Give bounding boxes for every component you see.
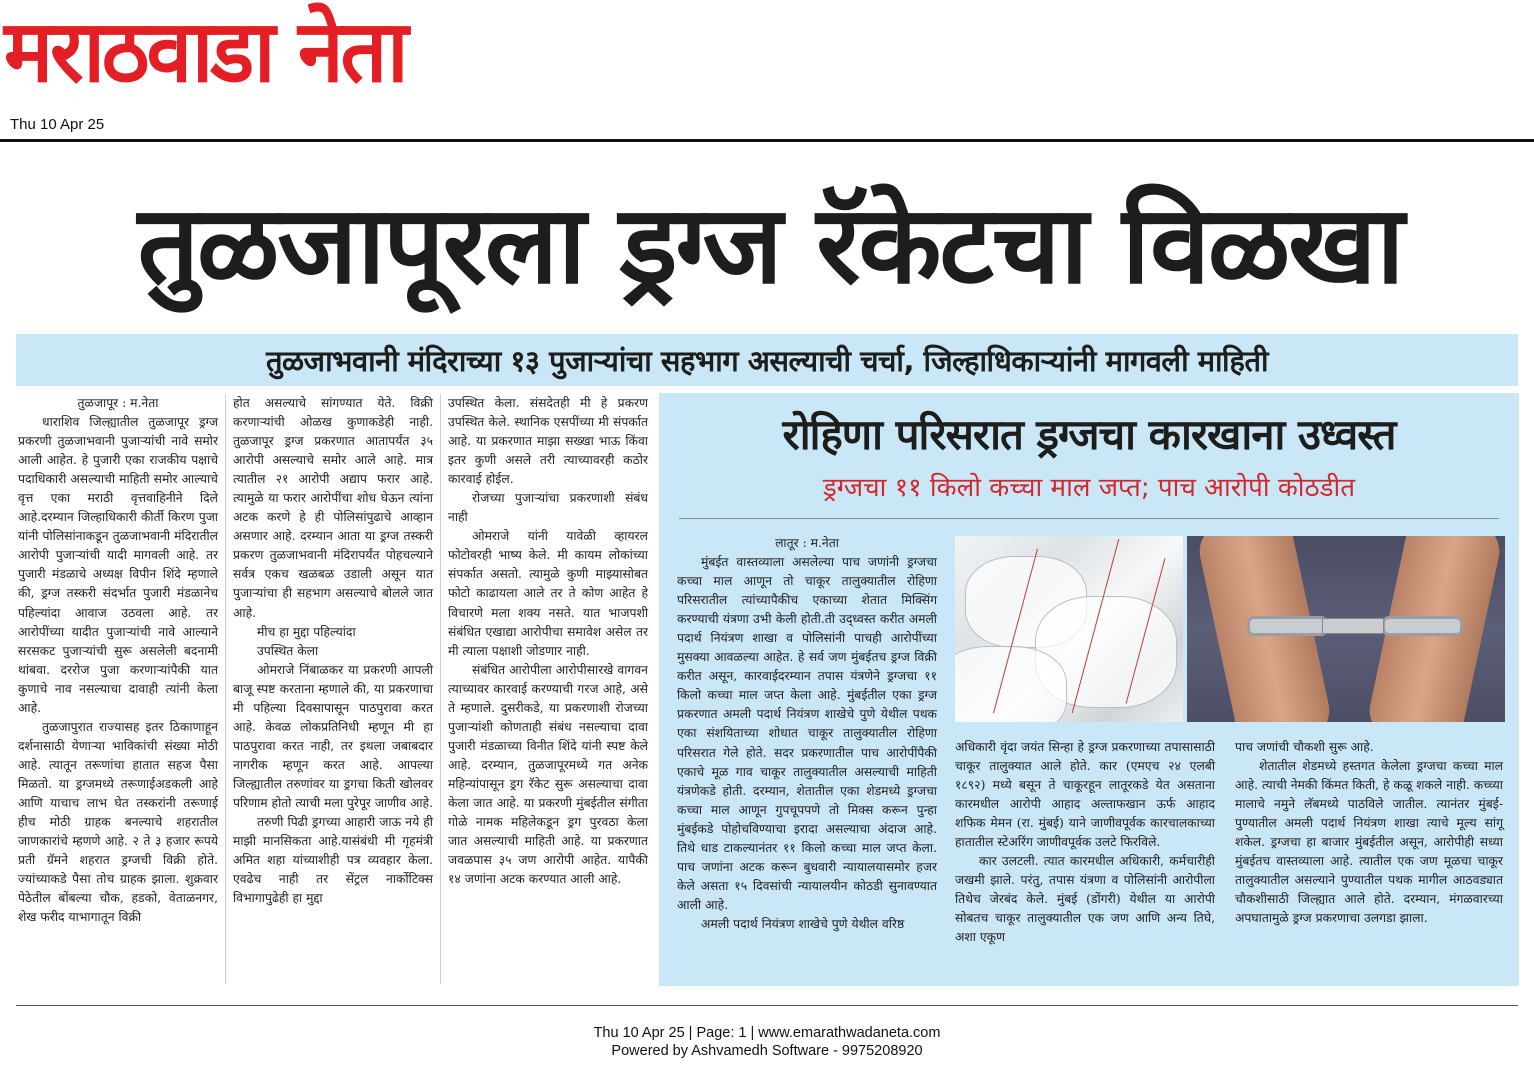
article-paragraph: कार उलटली. त्यात कारमधील अधिकारी, कर्मचारीही जखमी झाले. परंतु, तपास यंत्रणा व पोलिसांनी आरोपीला तिथेच जेरबंद केले. मुंबई (डोंगरी) येथील या आरोपी सोबतच चाकूर तालुक्यातील एक जण आणि अन्य तिघे, अशा एकूण — [955, 854, 1215, 945]
boxed-article-title: रोहिणा परिसरात ड्रग्जचा कारखाना उध्वस्त — [782, 410, 1396, 459]
article-subheading: उपस्थित केला — [257, 643, 319, 658]
column-divider — [440, 394, 441, 984]
article-column-3 — [448, 394, 648, 889]
news-photo — [955, 536, 1505, 722]
article-column-1 — [18, 394, 218, 927]
article-subheading: रोजच्या पुजाऱ्यांचा प्रकरणाशी संबंध नाही — [448, 491, 648, 525]
article-paragraph: धाराशिव जिल्ह्यातील तुळजापूर ड्रग्ज प्रकरणी तुळजाभवानी पुजाऱ्यांची नावे समोर आली आहेत. हे पुजारी एका राजकीय पक्षाचे पदाधिकारी असल्याची माहिती समोर आल्याचे वृत्त एका मराठी वृत्तवाहिनीने दिले आहे.दरम्यान जिल्हाधिकारी कीर्ती किरण पुजा यांनी पोलिसांनाकडून तुळजाभवानी मंदिरातील आरोपी पुजाऱ्यांची यादी मागवली आहे. तर पुजारी मंडळाचे अध्यक्ष विपीन शिंदे म्हणाले की, ड्रग्ज तस्करी संदर्भात पुजारी मंडळानेच पहिल्यांदा आवाज उठवला आहे. तर आरोपींच्या यादीत पुजाऱ्यांची नावे आल्याने सरसकट पुजाऱ्यांची सुरू असलेली बदनामी थांबवा. दररोज पुजा करणाऱ्यांपैकी यात कुणाचे नाव नसल्याचा दावाही त्यांनी केला आहे. — [18, 415, 218, 715]
footer-credits: Powered by Ashvamedh Software - 9975208920 — [611, 1043, 923, 1059]
article-paragraph: तरुणी पिढी ड्रगच्या आहारी जाऊ नये ही माझी मानसिकता आहे.यासंबंधी मी गृहमंत्री अमित शहा यांच्याशीही पत्र व्यवहार केला. एवढेच नाही तर सेंट्रल नार्कोटिक्स विभागापुढेही हा मुद्दा — [233, 815, 433, 906]
boxed-article-subtitle: ड्रग्जचा ११ किलो कच्चा माल जप्त; पाच आरोपी कोठडीत — [822, 473, 1356, 503]
main-headline: तुळजापूरला ड्रग्ज रॅकेटचा विळखा — [137, 183, 1403, 308]
boxed-article — [659, 393, 1519, 986]
article-paragraph: उपस्थित केला. संसदेतही मी हे प्रकरण उपस्थित केले. स्थानिक एसपींच्या मी संपर्कात आहे. या प्रकरणात माझा सख्खा भाऊ किंवा इतर कुणी असले तरी त्याच्यावरही कठोर कारवाई होईल. — [448, 396, 648, 487]
article-column-2 — [233, 394, 433, 908]
subheadline: तुळजाभवानी मंदिराच्या १३ पुजाऱ्यांचा सहभाग असल्याची चर्चा, जिल्हाधिकाऱ्यांनी मागवली माहिती — [265, 343, 1268, 378]
article-paragraph: होत असल्याचे सांगण्यात येते. विक्री करणाऱ्यांची ओळख कुणाकडेही नाही. तुळजापूर ड्रग्ज प्रकरणात आतापर्यंत ३५ आरोपी असल्याचे समोर आले आहे. मात्र त्यातील २१ आरोपी अद्याप फरार आहे. त्यामुळे या फरार आरोपींचा शोध घेऊन त्यांना अटक करणे हे ही पोलिसांपुढाचे आव्हान असणार आहे. दरम्यान आता या ड्रग्ज तस्करी प्रकरण तुळजाभवानी मंदिरापर्यंत पोहचल्याने सर्वत्र एकच खळबळ उडाली असून यात पुजाऱ्यांचा ही सहभाग असल्याचे बोलले जात आहे. — [233, 396, 433, 620]
boxed-article-column-2 — [955, 738, 1215, 948]
subheadline-band — [16, 334, 1518, 386]
boxed-article-column-3 — [1235, 738, 1503, 928]
article-paragraph: अधिकारी वृंदा जयंत सिन्हा हे ड्रग्ज प्रकरणाच्या तपासासाठी चाकूर तालुक्यात आले होते. कार (एमएच २४ एलबी १८९२) मध्ये बसून ते चाकूरहून लातूरकडे येत असताना कारमधील आरोपी आहाद अल्ताफखान ऊर्फ आहाद शफिक मेमन (रा. मुंबई) याने जाणीवपूर्वक कारचालकाच्या हातातील स्टेअरिंग जाणीवपूर्वक उलटे फिरविले. — [955, 740, 1215, 850]
issue-date: Thu 10 Apr 25 — [10, 116, 105, 133]
article-paragraph: तुळजापुरात राज्यासह इतर ठिकाणाहून दर्शनासाठी येणाऱ्या भाविकांची संख्या मोठी आहे. त्यातून तरूणांचा हातात सहज पैसा मिळतो. या ड्रग्जमध्ये तरूणाईअडकली आहे आणि याचाच लाभ घेत तस्करांनी तरूणाई हीच मोठी ग्राहक बनल्याचे शहरातील जाणकारांचे म्हणणे आहे. २ ते ३ हजार रूपये प्रती ग्रॅमने शहरात ड्रग्जची विक्री होते. ज्यांच्याकडे पैसा तोच ग्राहक झाला. शुक्रवार पेठेतील बोंबल्या चौक, हडको, वेताळनगर, शेख फरीद याभागातून विक्री — [18, 719, 218, 925]
column-divider — [225, 394, 226, 984]
article-paragraph: पाच जणांची चौकशी सुरू आहे. — [1235, 740, 1374, 754]
article-paragraph: शेतातील शेडमध्ये हस्तगत केलेला ड्रग्जचा कच्चा माल आहे. त्याची नेमकी किंमत किती, हे कळू शकले नाही. कच्च्या मालाचे नमुने लॅबमध्ये पाठविले जातील. त्यानंतर मुंबई-पुण्यातील अमली पदार्थ नियंत्रण शाखा त्याचे मूल्य सांगू शकेल. ड्रग्जचा हा बाजार मुंबईतील असून, आरोपीही सध्या मुंबईतच वास्तव्याला आहे. त्यातील एक जण मूळचा चाकूर तालुक्यातील असल्याने पुण्यातील पथक मागील आठवड्यात चौकशीसाठी जिल्ह्यात आले होते. दरम्यान, मंगळवारच्या अपघातामुळे ड्रग्ज प्रकरणाचा उलगडा झाला. — [1235, 759, 1503, 926]
boxed-article-column-1 — [677, 534, 937, 934]
handcuffed-hands-image — [1187, 536, 1505, 722]
footer-page-info: Thu 10 Apr 25 | Page: 1 | www.emarathwadaneta.com — [593, 1025, 941, 1041]
article-dateline: तुळजापूर : म.नेता — [77, 396, 159, 410]
article-paragraph: ओमराजे निंबाळकर या प्रकरणी आपली बाजू स्पष्ट करताना म्हणाले की, या प्रकरणाचा मी पहिल्या दिवसापासून पाठपुरावा करत आहे. केवळ लोकप्रतिनिधी म्हणून मी हा पाठपुरावा करत नाही, तर इथला जबाबदार नागरीक म्हणून करत आहे. आपल्या जिल्ह्यातील तरुणांवर या ड्रगचा किती खोलवर परिणाम होतो त्याची मला पुरेपूर जाणीव आहे. — [233, 662, 433, 810]
article-subheading: मीच हा मुद्दा पहिल्यांदा — [257, 624, 356, 639]
masthead-divider — [0, 139, 1534, 142]
drug-packets-image — [955, 536, 1183, 722]
page-footer — [0, 1024, 1534, 1060]
boxed-article-dateline: लातूर : म.नेता — [775, 536, 839, 550]
article-paragraph: मुंबईत वास्तव्याला असलेल्या पाच जणांनी ड्रग्जचा कच्चा माल आणून तो चाकूर तालुक्यातील रोहिणा परिसरातील त्यांच्यापैकीच एकाच्या शेतात मिक्सिंग करण्याची यंत्रणा उभी केली होती.ती उद्ध्वस्त करीत अमली पदार्थ नियंत्रण शाखा व पोलिसांनी पाचही आरोपींच्या मुसक्या आवळल्या आहेत. हे सर्व जण मुंबईतच ड्रग्ज विक्री करीत असून, कारवाईदरम्यान तपास यंत्रणेने ड्रग्जचा ११ किलो कच्चा माल जप्त केला आहे. मुंबईतील एका ड्रग्ज प्रकरणात अमली पदार्थ नियंत्रण शाखेचे पुणे येथील पथक एका संशयिताच्या शोधात चाकूर तालुक्यातील रोहिणा परिसरात गेले होते. सदर प्रकरणातील पाच आरोपींपैकी एकाचे मूळ गाव चाकूर तालुक्यातील असल्याची माहिती यंत्रणेकडे होती. दरम्यान, शेतातील एका शेडमध्ये ड्रग्जचा कच्चा माल आणून गुपचूपपणे तो मिक्स करून पुन्हा मुंबईकडे पोहोचविण्याचा इरादा असल्याचा अंदाज आहे. तिथे धाड टाकल्यानंतर ११ किलो कच्चा माल जप्त केला. पाच जणांना अटक करून बुधवारी न्यायालयासमोर हजर केले असता १५ दिवसांची न्यायालयीन कोठडी सुनावण्यात आली आहे. — [677, 555, 937, 912]
article-paragraph: अमली पदार्थ नियंत्रण शाखेचे पुणे येथील वरिष्ठ — [701, 916, 905, 931]
article-paragraph: ओमराजे यांनी यावेळी व्हायरल फोटोवरही भाष्य केले. मी कायम लोकांच्या संपर्कात असतो. त्यामुळे कुणी माझ्यासोबत फोटो काढायला आले तर ते कोण आहेत हे विचारणे मला शक्य नसते. यात भाजपशी संबंधित एखाद्या आरोपीचा समावेश असेल तर मी त्याला पक्षाशी जोडणार नाही. — [448, 529, 648, 658]
article-paragraph: संबंधित आरोपीला आरोपीसारखे वागवन त्याच्यावर कारवाई करण्याची गरज आहे, असे ते म्हणाले. दुसरीकडे, या प्रकरणाशी रोजच्या पुजाऱ्यांशी कोणताही संबंध नसल्याचा दावा पुजारी मंडळाच्या विनीत शिंदे यांनी स्पष्ट केले आहे. दरम्यान, तुळजापूरमध्ये गत अनेक महिन्यांपासून ड्रग रॅकेट सुरू असल्याचा दावा केला जात आहे. या प्रकरणी मुंबईतील संगीता गोळे नामक महिलेकडून ड्रग पुरवठा केला जात असल्याची माहिती आहे. या प्रकरणात जवळपास ३५ जण आरोपी आहेत. यापैकी १४ जणांना अटक करण्यात आली आहे. — [448, 662, 648, 887]
newspaper-logo: मराठवाडा नेता — [4, 2, 406, 102]
footer-divider — [16, 1005, 1518, 1006]
boxed-article-divider — [679, 518, 1499, 519]
